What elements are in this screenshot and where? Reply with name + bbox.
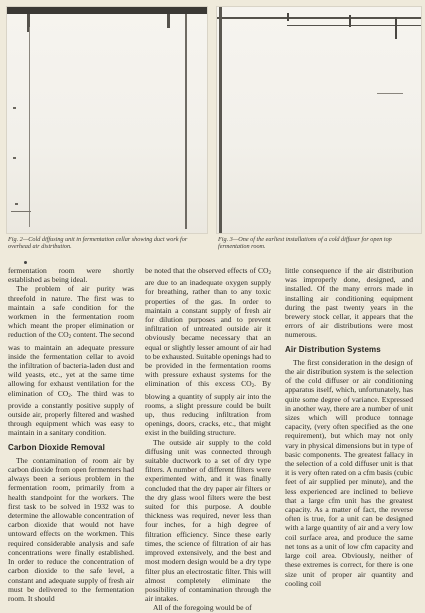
paragraph: be noted that the observed effects of $CO_2$ are due to an inadequate oxygen supply for breathing, rather than to any toxic properties of the gas. In order to maintain a constant supply of fresh air for dilution purposes and to prevent infiltration of untreated outside air it obviously became necessary that an equal or slightly lesser amount of air had to be exhausted. Suitable openings had to be provided in the fermentation rooms with pressure exhaust systems for the elimination of this excess $CO_2$. By blowing a quantity of supply air into the rooms, a slight pressure could be built up, thus reducing infiltration from openings, doors, cracks, etc., that might exist in the building structure.: [145, 266, 271, 438]
speck: [13, 107, 16, 109]
speck: [15, 203, 18, 205]
text-column-2: [145, 266, 271, 613]
paragraph: The problem of air purity was threefold in nature. The first was to maintain a safe condition for the workmen in the fermentation room which meant the proper elimination or reduction of the $CO_2$ content. The second was to maintain an adequate pressure inside the fermentation cellar to avoid the infiltration of bacteria-laden dust and wild yeasts, etc., yet at the same time allowing for exhaust ventilation for the elimination of $CO_2$. The third was to provide a constantly positive supply of outside air, properly filtered and washed through equipment which was easy to maintain in a sanitary condition.: [8, 284, 135, 438]
figure-2-caption: Fig. 2—Cold diffusing unit in fermentation cellar showing duct work for overhead air distribution.: [8, 236, 188, 251]
figure-2-photo: [6, 6, 208, 234]
wall-pipe: [185, 14, 187, 229]
paragraph: All of the foregoing would be of: [153, 603, 252, 613]
text-column-1: [8, 266, 134, 603]
overhead-duct: [7, 7, 207, 14]
paragraph: The outside air supply to the cold diffusing unit was connected through suitable ductwork to a set of dry type filters. A number of different filters were experimented with, and it was finally concluded that the dry paper air filters or the dry glass wool filters were the best suited for this purpose. A double thickness was required, never less than four inches, for a high degree of filtration efficiency. Since these early times, the science of filtration of air has improved extensively, and the best and most modern design would be a dry type filter plus an electrostatic filter. This will almost completely eliminate the possibility of contamination through the air intakes.: [145, 437, 271, 604]
pipe-bracket: [287, 13, 289, 21]
speck: [13, 157, 16, 159]
figure-3-caption: Fig. 3—One of the earliest installations of a cold diffuser for open top fermentation room.: [218, 236, 392, 251]
figure-3-photo: [216, 6, 422, 234]
wall-mark: [377, 93, 403, 94]
paragraph: little consequence if the air distribution was improperly done, designed, and installed. Of the many errors made in installing air conditioning equipment during the past twenty years in the brewery stock cellar, it appears that the errors of air distributions were most numerous.: [285, 266, 413, 340]
section-heading: Carbon Dioxide Removal: [8, 442, 105, 452]
floor-line: [11, 211, 31, 212]
pipe-bracket: [349, 15, 351, 27]
paragraph: The first consideration in the design of the air distribution system is the selection of the cold diffuser or air conditioning apparatus itself, which, unfortunately, has quite some degree of variance. Expressed in another way, there are a number of unit sizes which will produce tonnage capacity, (very often specified as the one requirement), but which may not only vary in physical dimensions but in type of basic components. The greatest fallacy in the selection of a cold diffuser unit is that it is very often rated on a cfm basis (cubic feet of air supplied per minute), and the less experienced are inclined to believe that a large cfm unit has the greatest capacity. As a matter of fact, the reverse often is true, for a unit can be designed with a large quantity of air and a very low coil surface area, and produce the same net tons as a unit of low cfm capacity and large coil area. Obviously, neither of these extremes is correct, for there is one size unit of proper air quantity and cooling coil: [285, 357, 413, 588]
paragraph: The contamination of room air by carbon dioxide from open fermenters had always been a serious problem in the fermentation room, primarily from a health standpoint for the workers. The first task to be solved in 1932 was to determine the allowable concentration of carbon dioxide that would not have untoward effects on the workmen. This required considerable analysis and safe concentrations were finally established. In order to reduce the concentration of carbon dioxide to the safe level, a constant and adequate supply of fresh air must be delivered to the fermentation room. It should: [8, 455, 134, 603]
wall-edge: [29, 27, 30, 227]
ceiling-pipe: [287, 25, 421, 26]
wall-column: [219, 7, 222, 233]
section-heading: Air Distribution Systems: [285, 344, 381, 354]
duct-hanger: [167, 14, 170, 28]
page-dot: [24, 261, 27, 264]
text-column-3: [285, 266, 413, 588]
ceiling-pipe: [217, 17, 421, 19]
paragraph: fermentation room were shortly established as being ideal.: [8, 266, 134, 285]
pipe-bracket: [395, 17, 397, 39]
